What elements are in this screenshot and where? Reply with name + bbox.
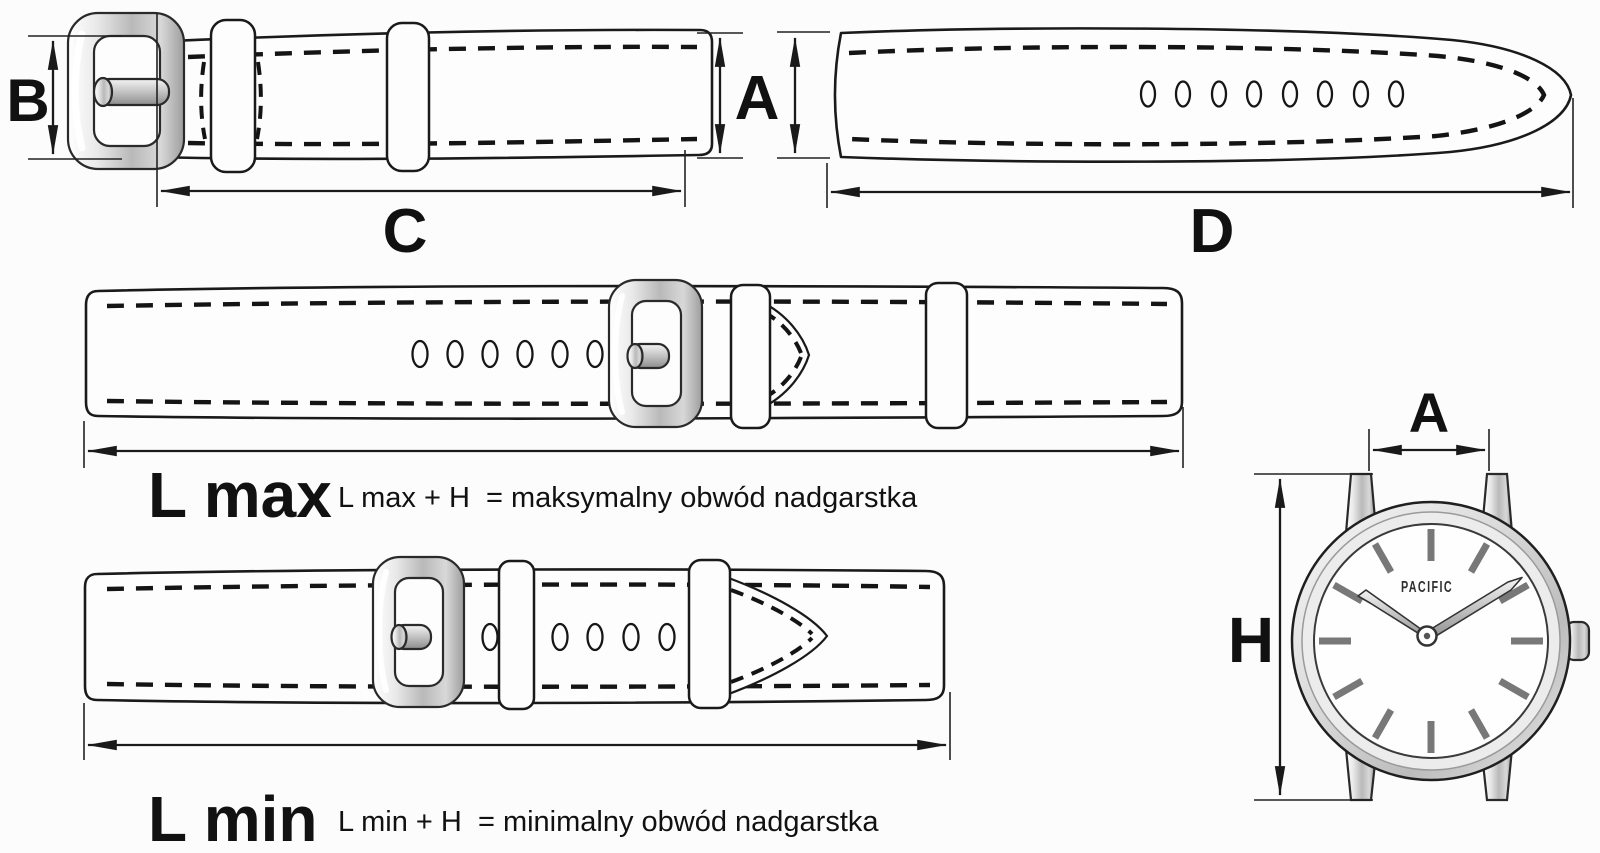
lmin-label: L min	[148, 783, 318, 853]
dim-label-a: A	[734, 64, 780, 133]
strap-hole	[588, 624, 603, 650]
buckle-hinge	[392, 625, 407, 649]
strap-hole	[553, 624, 568, 650]
strap-hole	[1141, 82, 1155, 107]
lmax-strap-figure	[86, 280, 1182, 428]
strap-hole	[518, 341, 533, 367]
strap-keeper	[926, 283, 967, 428]
strap-hole	[1318, 82, 1332, 107]
strap-hole	[448, 341, 463, 367]
strap-hole	[1283, 82, 1297, 107]
strap-hole	[588, 341, 603, 367]
dim-label-c: C	[382, 197, 428, 266]
lmin-strap-figure	[85, 557, 944, 709]
strap-keeper	[387, 23, 429, 171]
strap-hole	[1247, 82, 1261, 107]
buckle-hinge	[628, 344, 643, 368]
lmax-formula: L max + H = maksymalny obwód nadgarstka	[338, 482, 918, 514]
dim-label-h: H	[1227, 604, 1275, 676]
tail-strap-figure	[835, 28, 1571, 161]
strap-hole	[1354, 82, 1368, 107]
strap-hole	[483, 624, 498, 650]
dim-label-d: D	[1189, 197, 1235, 266]
buckle-hinge	[94, 78, 112, 106]
strap-hole	[413, 341, 428, 367]
strap-hole	[1389, 82, 1403, 107]
strap-hole	[624, 624, 639, 650]
strap-hole	[553, 341, 568, 367]
strap-keeper	[499, 561, 534, 709]
buckle	[609, 280, 702, 427]
strap-hole	[1212, 82, 1226, 107]
strap-keeper	[211, 20, 255, 172]
hands-hub-center	[1424, 633, 1430, 639]
strap-hole	[660, 624, 675, 650]
strap-keeper	[731, 285, 770, 428]
buckle-strap-figure	[68, 13, 712, 172]
dim-label-b: B	[6, 67, 50, 134]
watch-brand: PACIFIC	[1401, 579, 1453, 596]
strap-hole	[1176, 82, 1190, 107]
lmin-formula: L min + H = minimalny obwód nadgarstka	[338, 806, 879, 838]
strap-hole	[483, 341, 498, 367]
strap-keeper	[689, 560, 730, 708]
dim-label-a-watch: A	[1408, 381, 1450, 444]
lmax-label: L max	[148, 459, 332, 531]
buckle	[373, 557, 464, 707]
